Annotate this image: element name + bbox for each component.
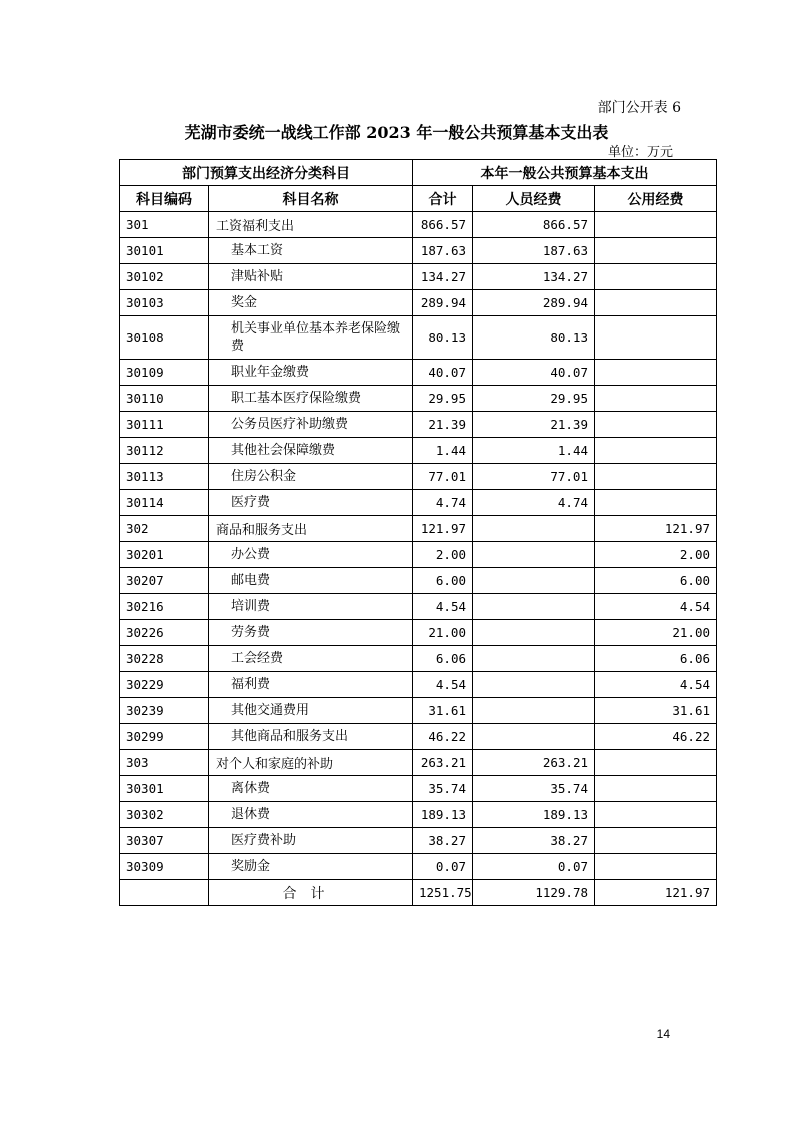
name-cell: 离休费	[209, 776, 413, 802]
total-cell: 29.95	[413, 386, 473, 412]
public-cell	[595, 412, 717, 438]
code-cell: 30229	[120, 672, 209, 698]
name-cell: 劳务费	[209, 620, 413, 646]
personnel-cell: 189.13	[473, 802, 595, 828]
code-cell: 30301	[120, 776, 209, 802]
column-header-name: 科目名称	[209, 186, 413, 212]
total-amount: 1251.75	[413, 880, 473, 906]
table-row	[120, 620, 717, 646]
public-cell	[595, 290, 717, 316]
public-cell: 6.06	[595, 646, 717, 672]
code-cell: 30201	[120, 542, 209, 568]
code-cell: 30216	[120, 594, 209, 620]
name-cell: 办公费	[209, 542, 413, 568]
name-cell: 工资福利支出	[209, 212, 413, 238]
name-cell: 其他交通费用	[209, 698, 413, 724]
total-cell: 21.39	[413, 412, 473, 438]
personnel-cell: 38.27	[473, 828, 595, 854]
table-row	[120, 568, 717, 594]
personnel-cell: 0.07	[473, 854, 595, 880]
total-cell: 6.00	[413, 568, 473, 594]
public-cell	[595, 776, 717, 802]
group-header-classification: 部门预算支出经济分类科目	[120, 160, 413, 186]
personnel-cell	[473, 516, 595, 542]
column-header-public: 公用经费	[595, 186, 717, 212]
total-cell: 35.74	[413, 776, 473, 802]
name-cell: 商品和服务支出	[209, 516, 413, 542]
name-cell: 其他社会保障缴费	[209, 438, 413, 464]
personnel-cell: 77.01	[473, 464, 595, 490]
personnel-cell: 134.27	[473, 264, 595, 290]
personnel-cell	[473, 568, 595, 594]
personnel-cell: 29.95	[473, 386, 595, 412]
personnel-cell: 4.74	[473, 490, 595, 516]
table-row	[120, 238, 717, 264]
total-cell: 4.54	[413, 672, 473, 698]
table-row	[120, 542, 717, 568]
personnel-cell: 187.63	[473, 238, 595, 264]
name-cell: 职业年金缴费	[209, 360, 413, 386]
page-number: 14	[656, 1027, 670, 1041]
table-row	[120, 724, 717, 750]
total-cell: 31.61	[413, 698, 473, 724]
total-public: 121.97	[595, 880, 717, 906]
personnel-cell: 866.57	[473, 212, 595, 238]
name-cell: 福利费	[209, 672, 413, 698]
public-cell	[595, 802, 717, 828]
code-cell: 30226	[120, 620, 209, 646]
public-cell	[595, 750, 717, 776]
code-cell: 30309	[120, 854, 209, 880]
public-cell	[595, 264, 717, 290]
code-cell: 30299	[120, 724, 209, 750]
unit-label: 单位：万元	[607, 145, 673, 160]
personnel-cell	[473, 724, 595, 750]
table-row	[120, 438, 717, 464]
table-row	[120, 698, 717, 724]
column-header-personnel: 人员经费	[473, 186, 595, 212]
code-cell: 30113	[120, 464, 209, 490]
name-cell: 住房公积金	[209, 464, 413, 490]
table-row	[120, 212, 717, 238]
total-cell: 21.00	[413, 620, 473, 646]
table-row	[120, 802, 717, 828]
total-cell: 1.44	[413, 438, 473, 464]
total-cell: 121.97	[413, 516, 473, 542]
table-row	[120, 412, 717, 438]
total-personnel: 1129.78	[473, 880, 595, 906]
total-cell: 4.54	[413, 594, 473, 620]
total-code-cell	[120, 880, 209, 906]
total-row	[120, 880, 717, 906]
public-cell: 4.54	[595, 594, 717, 620]
table-row	[120, 594, 717, 620]
public-cell	[595, 238, 717, 264]
table-row	[120, 750, 717, 776]
code-cell: 30239	[120, 698, 209, 724]
public-cell: 4.54	[595, 672, 717, 698]
code-cell: 30101	[120, 238, 209, 264]
table-row	[120, 360, 717, 386]
code-cell: 30103	[120, 290, 209, 316]
code-cell: 30109	[120, 360, 209, 386]
name-cell: 医疗费补助	[209, 828, 413, 854]
total-cell: 0.07	[413, 854, 473, 880]
public-cell	[595, 828, 717, 854]
name-cell: 对个人和家庭的补助	[209, 750, 413, 776]
total-cell: 46.22	[413, 724, 473, 750]
table-row	[120, 490, 717, 516]
code-cell: 30108	[120, 316, 209, 360]
table-row	[120, 264, 717, 290]
name-cell: 机关事业单位基本养老保险缴费	[209, 316, 413, 360]
code-cell: 30110	[120, 386, 209, 412]
name-cell: 奖金	[209, 290, 413, 316]
public-cell	[595, 316, 717, 360]
personnel-cell: 1.44	[473, 438, 595, 464]
table-row	[120, 464, 717, 490]
public-cell: 6.00	[595, 568, 717, 594]
personnel-cell	[473, 672, 595, 698]
name-cell: 津贴补贴	[209, 264, 413, 290]
table-row	[120, 386, 717, 412]
table-row	[120, 854, 717, 880]
personnel-cell	[473, 646, 595, 672]
public-cell	[595, 360, 717, 386]
table-row	[120, 646, 717, 672]
code-cell: 30207	[120, 568, 209, 594]
public-cell: 21.00	[595, 620, 717, 646]
name-cell: 基本工资	[209, 238, 413, 264]
table-row	[120, 516, 717, 542]
personnel-cell	[473, 620, 595, 646]
form-number: 部门公开表 6	[597, 100, 681, 116]
personnel-cell: 80.13	[473, 316, 595, 360]
page-title: 芜湖市委统一战线工作部 2023 年一般公共预算基本支出表	[184, 123, 609, 142]
public-cell	[595, 438, 717, 464]
personnel-cell: 40.07	[473, 360, 595, 386]
total-cell: 189.13	[413, 802, 473, 828]
code-cell: 30228	[120, 646, 209, 672]
personnel-cell: 21.39	[473, 412, 595, 438]
total-label: 合计	[209, 880, 413, 906]
code-cell: 30307	[120, 828, 209, 854]
total-cell: 866.57	[413, 212, 473, 238]
code-cell: 30114	[120, 490, 209, 516]
public-cell: 121.97	[595, 516, 717, 542]
total-cell: 40.07	[413, 360, 473, 386]
code-cell: 303	[120, 750, 209, 776]
column-header-total: 合计	[413, 186, 473, 212]
personnel-cell	[473, 542, 595, 568]
personnel-cell	[473, 698, 595, 724]
column-header-code: 科目编码	[120, 186, 209, 212]
public-cell	[595, 490, 717, 516]
table-row	[120, 776, 717, 802]
total-cell: 263.21	[413, 750, 473, 776]
public-cell: 2.00	[595, 542, 717, 568]
total-cell: 77.01	[413, 464, 473, 490]
table-row	[120, 316, 717, 360]
total-cell: 6.06	[413, 646, 473, 672]
table-row	[120, 290, 717, 316]
name-cell: 其他商品和服务支出	[209, 724, 413, 750]
total-cell: 134.27	[413, 264, 473, 290]
public-cell: 46.22	[595, 724, 717, 750]
name-cell: 公务员医疗补助缴费	[209, 412, 413, 438]
name-cell: 邮电费	[209, 568, 413, 594]
personnel-cell	[473, 594, 595, 620]
table-row	[120, 828, 717, 854]
name-cell: 退休费	[209, 802, 413, 828]
code-cell: 30112	[120, 438, 209, 464]
code-cell: 30102	[120, 264, 209, 290]
public-cell	[595, 386, 717, 412]
code-cell: 301	[120, 212, 209, 238]
total-cell: 187.63	[413, 238, 473, 264]
name-cell: 工会经费	[209, 646, 413, 672]
public-cell	[595, 464, 717, 490]
public-cell	[595, 854, 717, 880]
total-cell: 80.13	[413, 316, 473, 360]
public-cell: 31.61	[595, 698, 717, 724]
code-cell: 30302	[120, 802, 209, 828]
budget-table	[119, 159, 717, 906]
personnel-cell: 289.94	[473, 290, 595, 316]
code-cell: 30111	[120, 412, 209, 438]
name-cell: 奖励金	[209, 854, 413, 880]
group-header-expenditure: 本年一般公共预算基本支出	[413, 160, 717, 186]
personnel-cell: 263.21	[473, 750, 595, 776]
total-cell: 2.00	[413, 542, 473, 568]
public-cell	[595, 212, 717, 238]
name-cell: 职工基本医疗保险缴费	[209, 386, 413, 412]
name-cell: 医疗费	[209, 490, 413, 516]
personnel-cell: 35.74	[473, 776, 595, 802]
table-row	[120, 672, 717, 698]
total-cell: 289.94	[413, 290, 473, 316]
code-cell: 302	[120, 516, 209, 542]
name-cell: 培训费	[209, 594, 413, 620]
total-cell: 4.74	[413, 490, 473, 516]
total-cell: 38.27	[413, 828, 473, 854]
